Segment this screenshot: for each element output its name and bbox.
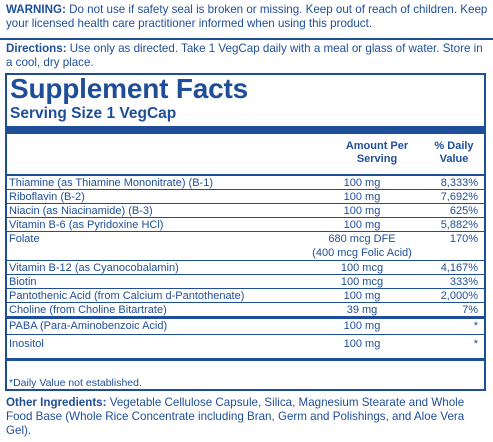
other-ingredients-text	[6, 396, 490, 438]
nutrient-row	[7, 319, 484, 335]
nutrient-name: Pantothenic Acid (from Calcium d-Pantothenate)	[9, 290, 245, 302]
warning-label: WARNING:	[6, 3, 66, 16]
nutrient-row	[7, 218, 484, 232]
nutrient-amount: 680 mcg DFE	[328, 233, 396, 245]
nutrient-row	[7, 303, 484, 319]
thick-divider	[7, 126, 484, 134]
nutrient-row	[7, 176, 484, 190]
nutrient-amount: 100 mg	[343, 177, 381, 189]
nutrient-name: Biotin	[9, 276, 37, 288]
nutrient-dv: 170%	[449, 233, 478, 245]
nutrient-dv: 5,882%	[440, 219, 478, 231]
nutrient-amount: 39 mg	[346, 304, 378, 316]
nutrient-name: PABA (Para-Aminobenzoic Acid)	[9, 320, 168, 332]
nutrient-dv: *	[473, 320, 478, 332]
nutrient-dv: 4,167%	[440, 262, 478, 274]
warning-text	[6, 3, 490, 31]
nutrient-amount: 100 mcg	[340, 276, 384, 288]
directions-text	[6, 42, 490, 70]
supplement-facts-panel	[5, 73, 486, 391]
nutrient-row	[7, 204, 484, 218]
nutrient-amount: 100 mcg	[340, 262, 384, 274]
daily-value-footnote: *Daily Value not established.	[9, 377, 142, 389]
nutrient-amount: 100 mg	[343, 320, 381, 332]
nutrient-dv: *	[473, 338, 478, 350]
nutrient-row	[7, 232, 484, 261]
nutrient-name: Riboflavin (B-2)	[9, 191, 85, 203]
nutrient-row	[7, 289, 484, 303]
supplement-facts-title: Supplement Facts	[10, 73, 248, 104]
nutrient-dv: 7,692%	[440, 191, 478, 203]
nutrient-dv: 2,000%	[440, 290, 478, 302]
top-divider	[0, 38, 493, 40]
directions-body: Use only as directed. Take 1 VegCap daily with a meal or glass of water. Store in a cool, dry place.	[6, 42, 483, 69]
other-ingredients-body: Vegetable Cellulose Capsule, Silica, Magnesium Stearate and Whole Food Base (Whole Rice Concentrate including Bran, Germ and Polishings, and Aloe Vera Gel).	[6, 396, 465, 437]
serving-size: Serving Size 1 VegCap	[10, 105, 177, 122]
nutrient-row	[7, 335, 484, 361]
nutrient-dv: 333%	[449, 276, 478, 288]
other-ingredients-label: Other Ingredients:	[6, 396, 107, 409]
warning-body: Do not use if safety seal is broken or missing. Keep out of reach of children. Keep your licensed health care practitioner informed when using this product.	[6, 3, 488, 30]
nutrient-dv: 8,333%	[440, 177, 478, 189]
nutrient-row	[7, 261, 484, 275]
directions-label: Directions:	[6, 42, 67, 55]
nutrient-name: Thiamine (as Thiamine Mononitrate) (B-1)	[9, 177, 213, 189]
nutrient-name: Vitamin B-6 (as Pyridoxine HCl)	[9, 219, 164, 231]
nutrient-row	[7, 275, 484, 289]
nutrient-name: Choline (from Choline Bitartrate)	[9, 304, 167, 316]
nutrient-name: Vitamin B-12 (as Cyanocobalamin)	[9, 262, 179, 274]
nutrient-name: Folate	[9, 233, 40, 245]
amount-per-serving-header: Amount Per Serving	[345, 140, 409, 165]
nutrient-row	[7, 190, 484, 204]
nutrient-amount-note: (400 mcg Folic Acid)	[312, 247, 412, 259]
nutrient-amount: 100 mg	[343, 205, 381, 217]
nutrient-amount: 100 mg	[343, 191, 381, 203]
nutrient-amount: 100 mg	[343, 219, 381, 231]
nutrient-amount: 100 mg	[343, 338, 381, 350]
nutrient-dv: 625%	[449, 205, 478, 217]
nutrient-amount: 100 mg	[343, 290, 381, 302]
nutrient-name: Inositol	[9, 338, 44, 350]
daily-value-header: % Daily Value	[434, 140, 474, 165]
nutrient-name: Niacin (as Niacinamide) (B-3)	[9, 205, 153, 217]
nutrient-table	[7, 176, 484, 361]
nutrient-dv: 7%	[462, 304, 478, 316]
